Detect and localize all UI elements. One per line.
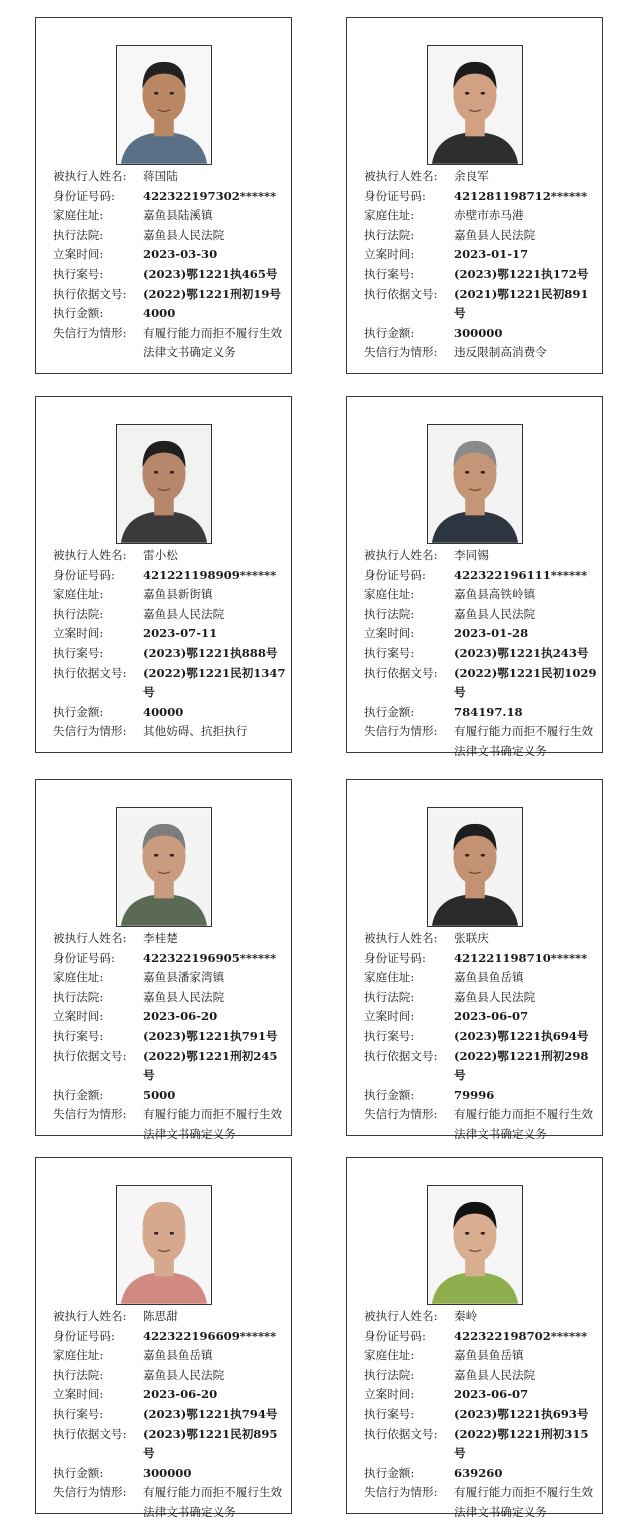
filing-date-value: 2023-01-17 bbox=[454, 247, 529, 262]
court-value: 嘉鱼县人民法院 bbox=[454, 1367, 536, 1382]
dishonesty-label: 失信行为情形: bbox=[364, 1107, 438, 1122]
person-photo bbox=[116, 45, 212, 165]
filing-date-label: 立案时间: bbox=[364, 1009, 415, 1024]
id-value: 422322198702****** bbox=[454, 1328, 588, 1343]
person-details bbox=[364, 1307, 600, 1523]
amount-value: 40000 bbox=[143, 704, 184, 719]
address-row bbox=[364, 585, 600, 605]
basis-doc-label: 执行依据文号: bbox=[364, 665, 438, 680]
address-row bbox=[53, 1346, 289, 1366]
person-details bbox=[53, 167, 289, 363]
case-no-label: 执行案号: bbox=[364, 645, 415, 660]
name-label: 被执行人姓名: bbox=[53, 548, 127, 562]
amount-value: 5000 bbox=[143, 1087, 176, 1102]
amount-label: 执行金额: bbox=[364, 704, 415, 719]
person-details bbox=[53, 929, 289, 1145]
amount-label: 执行金额: bbox=[364, 325, 415, 340]
basis-doc-label: 执行依据文号: bbox=[364, 1426, 438, 1441]
basis-doc-value: (2022)鄂1221刑初19号 bbox=[143, 286, 282, 301]
court-label: 执行法院: bbox=[53, 1367, 104, 1382]
id-value: 421221198710****** bbox=[454, 950, 588, 965]
basis-doc-label: 执行依据文号: bbox=[53, 1048, 127, 1063]
address-row bbox=[53, 585, 289, 605]
address-label: 家庭住址: bbox=[53, 208, 104, 223]
basis-doc-label: 执行依据文号: bbox=[53, 665, 127, 680]
case-no-value: (2023)鄂1221执888号 bbox=[143, 645, 278, 660]
name-row bbox=[53, 929, 289, 949]
name-label: 被执行人姓名: bbox=[364, 1309, 438, 1323]
amount-label: 执行金额: bbox=[53, 306, 104, 321]
case-no-row bbox=[53, 265, 289, 285]
court-label: 执行法院: bbox=[364, 606, 415, 621]
basis-doc-label: 执行依据文号: bbox=[364, 286, 438, 301]
amount-value: 784197.18 bbox=[454, 704, 523, 719]
name-value: 陈思甜 bbox=[143, 1309, 178, 1323]
id-row bbox=[53, 1327, 289, 1347]
case-no-row bbox=[53, 1405, 289, 1425]
address-label: 家庭住址: bbox=[364, 1348, 415, 1363]
filing-date-row bbox=[364, 245, 600, 265]
amount-row bbox=[364, 1086, 600, 1106]
id-value: 422322196905****** bbox=[143, 950, 277, 965]
dishonesty-value: 违反限制高消费令 bbox=[454, 345, 547, 360]
filing-date-label: 立案时间: bbox=[364, 626, 415, 641]
name-value: 秦岭 bbox=[454, 1309, 478, 1323]
court-label: 执行法院: bbox=[364, 989, 415, 1004]
filing-date-value: 2023-06-07 bbox=[454, 1009, 529, 1024]
basis-doc-value: (2022)鄂1221民初1029号 bbox=[454, 665, 597, 700]
dishonesty-label: 失信行为情形: bbox=[364, 724, 438, 739]
address-label: 家庭住址: bbox=[364, 587, 415, 602]
case-no-value: (2023)鄂1221执694号 bbox=[454, 1028, 589, 1043]
name-label: 被执行人姓名: bbox=[53, 1309, 127, 1323]
basis-doc-label: 执行依据文号: bbox=[53, 286, 127, 301]
address-row bbox=[53, 206, 289, 226]
dishonesty-label: 失信行为情形: bbox=[364, 345, 438, 360]
basis-doc-value: (2022)鄂1221刑初245号 bbox=[143, 1048, 278, 1083]
person-photo bbox=[116, 424, 212, 544]
id-row bbox=[364, 1327, 600, 1347]
id-label: 身份证号码: bbox=[53, 188, 115, 203]
name-row bbox=[53, 1307, 289, 1327]
id-row bbox=[53, 187, 289, 207]
person-photo bbox=[427, 807, 523, 927]
amount-value: 639260 bbox=[454, 1465, 503, 1480]
dishonesty-row bbox=[364, 343, 600, 363]
court-value: 嘉鱼县人民法院 bbox=[143, 1367, 225, 1382]
dishonesty-row bbox=[53, 1483, 289, 1522]
portrait-image bbox=[428, 1186, 522, 1304]
case-no-row bbox=[53, 1027, 289, 1047]
name-value: 雷小松 bbox=[143, 548, 178, 562]
id-label: 身份证号码: bbox=[364, 950, 426, 965]
basis-doc-value: (2021)鄂1221民初891号 bbox=[454, 286, 589, 321]
id-label: 身份证号码: bbox=[364, 567, 426, 582]
amount-value: 300000 bbox=[143, 1465, 192, 1480]
dishonesty-label: 失信行为情形: bbox=[53, 1485, 127, 1500]
filing-date-value: 2023-03-30 bbox=[143, 247, 218, 262]
person-photo bbox=[427, 45, 523, 165]
basis-doc-value: (2022)鄂1221刑初298号 bbox=[454, 1048, 589, 1083]
case-no-label: 执行案号: bbox=[364, 1028, 415, 1043]
person-card-5 bbox=[35, 779, 292, 1141]
id-value: 422322196111****** bbox=[454, 567, 588, 582]
person-details bbox=[53, 546, 289, 742]
name-value: 李同锡 bbox=[454, 548, 489, 562]
case-no-label: 执行案号: bbox=[53, 1028, 104, 1043]
filing-date-value: 2023-07-11 bbox=[143, 626, 218, 641]
filing-date-value: 2023-06-20 bbox=[143, 1387, 218, 1402]
basis-doc-row bbox=[364, 1047, 600, 1086]
person-details bbox=[53, 1307, 289, 1523]
name-row bbox=[364, 929, 600, 949]
person-card-6 bbox=[346, 779, 603, 1141]
case-no-label: 执行案号: bbox=[364, 266, 415, 281]
court-row bbox=[364, 988, 600, 1008]
address-value: 嘉鱼县潘家湾镇 bbox=[143, 970, 225, 985]
person-photo bbox=[116, 1185, 212, 1305]
case-no-row bbox=[364, 265, 600, 285]
case-no-value: (2023)鄂1221执794号 bbox=[143, 1406, 278, 1421]
case-no-value: (2023)鄂1221执465号 bbox=[143, 266, 278, 281]
portrait-image bbox=[428, 808, 522, 926]
person-card-2 bbox=[346, 17, 603, 374]
amount-row bbox=[53, 1464, 289, 1484]
amount-label: 执行金额: bbox=[364, 1465, 415, 1480]
address-row bbox=[364, 1346, 600, 1366]
dishonesty-label: 失信行为情形: bbox=[53, 325, 127, 340]
person-details bbox=[364, 929, 600, 1145]
address-row bbox=[364, 968, 600, 988]
basis-doc-label: 执行依据文号: bbox=[53, 1426, 127, 1441]
dishonesty-value: 有履行能力而拒不履行生效法律文书确定义务 bbox=[454, 724, 594, 758]
address-value: 赤壁市赤马港 bbox=[454, 208, 524, 223]
amount-label: 执行金额: bbox=[53, 1087, 104, 1102]
person-card-8 bbox=[346, 1157, 603, 1519]
basis-doc-value: (2022)鄂1221民初1347号 bbox=[143, 665, 286, 700]
case-no-label: 执行案号: bbox=[53, 1406, 104, 1421]
filing-date-label: 立案时间: bbox=[53, 1387, 104, 1402]
address-value: 嘉鱼县高铁岭镇 bbox=[454, 587, 536, 602]
dishonesty-row bbox=[364, 722, 600, 761]
person-details bbox=[364, 167, 600, 363]
dishonesty-value: 有履行能力而拒不履行生效法律文书确定义务 bbox=[143, 1107, 283, 1141]
address-label: 家庭住址: bbox=[364, 208, 415, 223]
dishonesty-row bbox=[364, 1105, 600, 1144]
dishonesty-value: 其他妨碍、抗拒执行 bbox=[143, 724, 248, 739]
filing-date-row bbox=[364, 1007, 600, 1027]
name-value: 李桂楚 bbox=[143, 931, 178, 945]
dishonesty-value: 有履行能力而拒不履行生效法律文书确定义务 bbox=[143, 325, 283, 360]
id-row bbox=[364, 187, 600, 207]
filing-date-value: 2023-06-20 bbox=[143, 1009, 218, 1024]
dishonesty-value: 有履行能力而拒不履行生效法律文书确定义务 bbox=[143, 1485, 283, 1519]
address-row bbox=[53, 968, 289, 988]
portrait-image bbox=[428, 46, 522, 164]
id-row bbox=[364, 566, 600, 586]
basis-doc-row bbox=[364, 1425, 600, 1464]
court-label: 执行法院: bbox=[364, 1367, 415, 1382]
case-no-label: 执行案号: bbox=[53, 645, 104, 660]
name-label: 被执行人姓名: bbox=[53, 931, 127, 945]
basis-doc-label: 执行依据文号: bbox=[364, 1048, 438, 1063]
person-card-3 bbox=[35, 396, 292, 753]
amount-row bbox=[364, 1464, 600, 1484]
dishonesty-label: 失信行为情形: bbox=[364, 1485, 438, 1500]
case-no-row bbox=[364, 1405, 600, 1425]
amount-value: 300000 bbox=[454, 325, 503, 340]
filing-date-row bbox=[53, 624, 289, 644]
filing-date-value: 2023-06-07 bbox=[454, 1387, 529, 1402]
address-row bbox=[364, 206, 600, 226]
name-value: 余良军 bbox=[454, 169, 489, 183]
court-row bbox=[53, 226, 289, 246]
filing-date-value: 2023-01-28 bbox=[454, 626, 529, 641]
id-value: 421221198909****** bbox=[143, 567, 277, 582]
id-label: 身份证号码: bbox=[364, 1328, 426, 1343]
name-row bbox=[53, 546, 289, 566]
dishonesty-value: 有履行能力而拒不履行生效法律文书确定义务 bbox=[454, 1485, 594, 1519]
name-label: 被执行人姓名: bbox=[53, 169, 127, 183]
portrait-image bbox=[117, 425, 211, 543]
case-no-row bbox=[364, 1027, 600, 1047]
name-label: 被执行人姓名: bbox=[364, 931, 438, 945]
basis-doc-value: (2022)鄂1221刑初315号 bbox=[454, 1426, 589, 1461]
portrait-image bbox=[117, 46, 211, 164]
basis-doc-row bbox=[53, 1425, 289, 1464]
amount-value: 4000 bbox=[143, 306, 176, 321]
court-row bbox=[53, 988, 289, 1008]
name-value: 张联庆 bbox=[454, 931, 489, 945]
name-label: 被执行人姓名: bbox=[364, 548, 438, 562]
filing-date-label: 立案时间: bbox=[364, 1387, 415, 1402]
amount-row bbox=[364, 703, 600, 723]
court-label: 执行法院: bbox=[53, 989, 104, 1004]
address-value: 嘉鱼县鱼岳镇 bbox=[143, 1348, 213, 1363]
person-details bbox=[364, 546, 600, 762]
filing-date-row bbox=[53, 245, 289, 265]
dishonesty-label: 失信行为情形: bbox=[53, 724, 127, 739]
court-value: 嘉鱼县人民法院 bbox=[143, 606, 225, 621]
case-no-value: (2023)鄂1221执172号 bbox=[454, 266, 589, 281]
name-value: 蒋国陆 bbox=[143, 169, 178, 183]
filing-date-label: 立案时间: bbox=[53, 626, 104, 641]
amount-label: 执行金额: bbox=[53, 1465, 104, 1480]
basis-doc-row bbox=[53, 285, 289, 305]
person-card-7 bbox=[35, 1157, 292, 1519]
case-no-row bbox=[53, 644, 289, 664]
id-label: 身份证号码: bbox=[53, 567, 115, 582]
dishonesty-row bbox=[53, 722, 289, 742]
case-no-value: (2023)鄂1221执243号 bbox=[454, 645, 589, 660]
amount-row bbox=[53, 304, 289, 324]
address-label: 家庭住址: bbox=[53, 587, 104, 602]
person-card-1 bbox=[35, 17, 292, 374]
filing-date-row bbox=[53, 1385, 289, 1405]
case-no-row bbox=[364, 644, 600, 664]
amount-label: 执行金额: bbox=[364, 1087, 415, 1102]
name-row bbox=[364, 546, 600, 566]
id-row bbox=[364, 949, 600, 969]
amount-row bbox=[364, 324, 600, 344]
address-label: 家庭住址: bbox=[364, 970, 415, 985]
person-card-4 bbox=[346, 396, 603, 758]
case-no-value: (2023)鄂1221执693号 bbox=[454, 1406, 589, 1421]
court-value: 嘉鱼县人民法院 bbox=[143, 989, 225, 1004]
address-value: 嘉鱼县鱼岳镇 bbox=[454, 1348, 524, 1363]
person-photo bbox=[427, 424, 523, 544]
filing-date-label: 立案时间: bbox=[53, 247, 104, 262]
address-value: 嘉鱼县鱼岳镇 bbox=[454, 970, 524, 985]
court-value: 嘉鱼县人民法院 bbox=[143, 227, 225, 242]
address-value: 嘉鱼县新街镇 bbox=[143, 587, 213, 602]
id-label: 身份证号码: bbox=[364, 188, 426, 203]
basis-doc-row bbox=[53, 1047, 289, 1086]
name-row bbox=[364, 167, 600, 187]
court-row bbox=[53, 605, 289, 625]
id-label: 身份证号码: bbox=[53, 950, 115, 965]
amount-row bbox=[53, 703, 289, 723]
id-label: 身份证号码: bbox=[53, 1328, 115, 1343]
id-value: 422322197302****** bbox=[143, 188, 277, 203]
address-label: 家庭住址: bbox=[53, 1348, 104, 1363]
filing-date-label: 立案时间: bbox=[53, 1009, 104, 1024]
court-value: 嘉鱼县人民法院 bbox=[454, 227, 536, 242]
court-label: 执行法院: bbox=[53, 606, 104, 621]
court-value: 嘉鱼县人民法院 bbox=[454, 606, 536, 621]
amount-value: 79996 bbox=[454, 1087, 495, 1102]
id-row bbox=[53, 566, 289, 586]
court-row bbox=[53, 1366, 289, 1386]
basis-doc-row bbox=[53, 664, 289, 703]
court-row bbox=[364, 1366, 600, 1386]
court-row bbox=[364, 226, 600, 246]
dishonesty-value: 有履行能力而拒不履行生效法律文书确定义务 bbox=[454, 1107, 594, 1141]
address-label: 家庭住址: bbox=[53, 970, 104, 985]
court-row bbox=[364, 605, 600, 625]
portrait-image bbox=[117, 808, 211, 926]
id-value: 421281198712****** bbox=[454, 188, 588, 203]
dishonesty-row bbox=[53, 1105, 289, 1144]
filing-date-label: 立案时间: bbox=[364, 247, 415, 262]
basis-doc-row bbox=[364, 285, 600, 324]
name-row bbox=[53, 167, 289, 187]
person-photo bbox=[427, 1185, 523, 1305]
case-no-label: 执行案号: bbox=[364, 1406, 415, 1421]
dishonesty-label: 失信行为情形: bbox=[53, 1107, 127, 1122]
court-value: 嘉鱼县人民法院 bbox=[454, 989, 536, 1004]
portrait-image bbox=[117, 1186, 211, 1304]
case-no-value: (2023)鄂1221执791号 bbox=[143, 1028, 278, 1043]
court-label: 执行法院: bbox=[364, 227, 415, 242]
filing-date-row bbox=[364, 1385, 600, 1405]
filing-date-row bbox=[53, 1007, 289, 1027]
court-label: 执行法院: bbox=[53, 227, 104, 242]
address-value: 嘉鱼县陆溪镇 bbox=[143, 208, 213, 223]
id-value: 422322196609****** bbox=[143, 1328, 277, 1343]
name-label: 被执行人姓名: bbox=[364, 169, 438, 183]
amount-row bbox=[53, 1086, 289, 1106]
filing-date-row bbox=[364, 624, 600, 644]
dishonesty-row bbox=[364, 1483, 600, 1522]
dishonesty-row bbox=[53, 324, 289, 363]
person-photo bbox=[116, 807, 212, 927]
id-row bbox=[53, 949, 289, 969]
case-no-label: 执行案号: bbox=[53, 266, 104, 281]
amount-label: 执行金额: bbox=[53, 704, 104, 719]
portrait-image bbox=[428, 425, 522, 543]
basis-doc-row bbox=[364, 664, 600, 703]
name-row bbox=[364, 1307, 600, 1327]
basis-doc-value: (2023)鄂1221民初895号 bbox=[143, 1426, 278, 1461]
